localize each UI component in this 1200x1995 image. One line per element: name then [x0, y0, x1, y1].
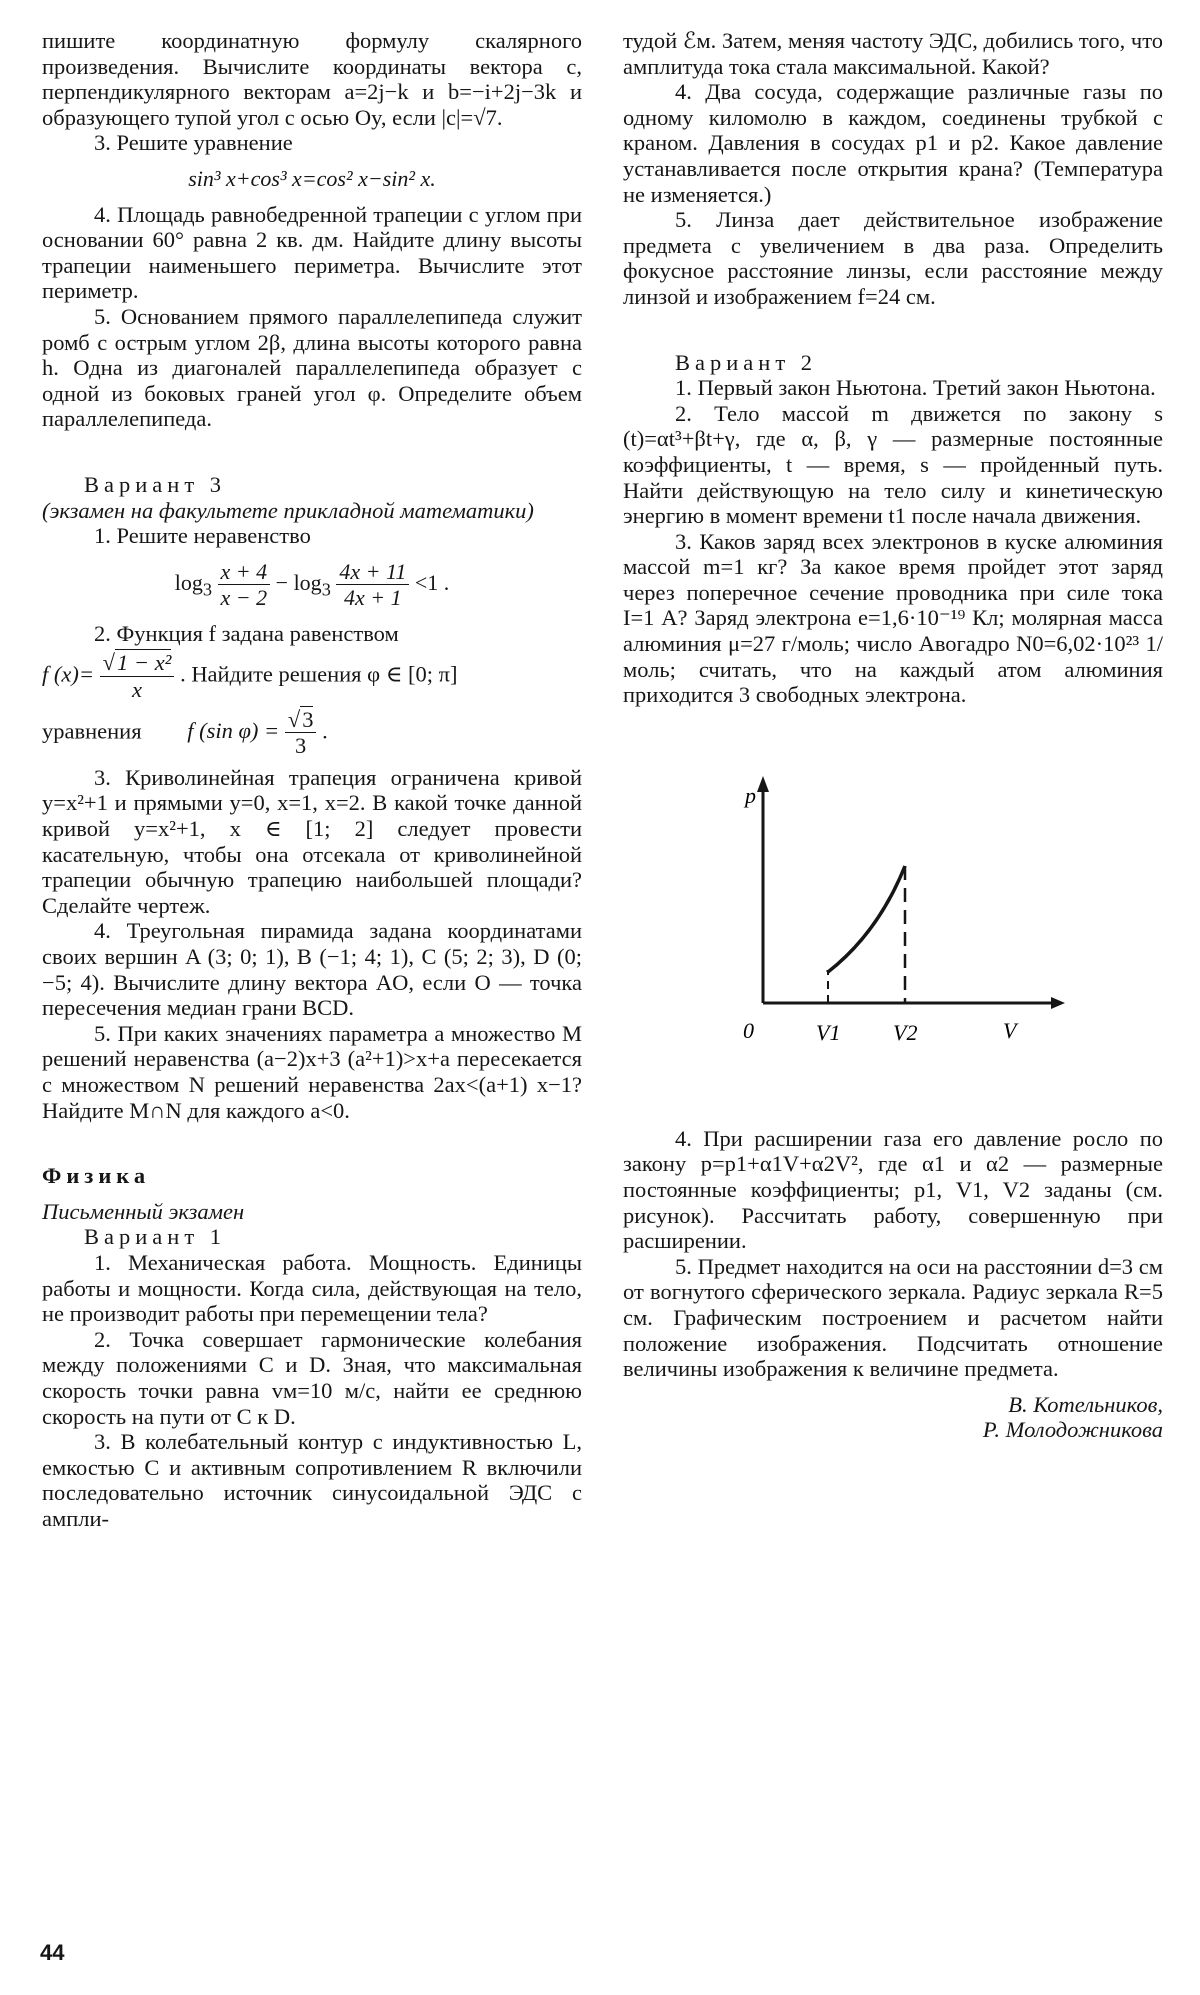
v3-problem-1: 1. Решите неравенство	[94, 523, 311, 549]
math-problem-2-continued: пишите координатную формулу скалярного произведения. Вычислите координаты вектора c, перпендикулярного векторам a=2j−k и b=−i+2j−3k и образующего тупой угол с осью Oy, если |c|=√7.	[42, 28, 582, 130]
p-axis-arrow	[757, 776, 769, 792]
written-exam-heading: Письменный экзамен	[42, 1198, 245, 1224]
variant-2-title: Вариант 2	[675, 349, 818, 375]
variant-3-title: Вариант 3	[84, 471, 227, 497]
v1-label: V1	[816, 1019, 841, 1045]
log-inequality: $\log_3$ $\frac{x + 4}{x - 2}$ − $\log_3$ $\frac{4x + 11}{4x + 1}$ <1 .	[174, 558, 450, 611]
physics-v1-problem-5: 5. Линза дает действительное изображение предмета с увеличением в два раза. Определить фокусное расстояние линзы, если расстояние между линзой и изображением f=24 см.	[623, 207, 1163, 309]
author-1: В. Котельников,	[1008, 1391, 1163, 1417]
pressure-curve	[828, 866, 905, 972]
variant-1-title: Вариант 1	[84, 1224, 227, 1250]
p-axis-label: p	[745, 782, 756, 808]
author-2: Р. Молодожникова	[982, 1417, 1163, 1443]
v3-problem-2: 2. Функция f задана равенством	[94, 620, 399, 646]
v3-problem-5: 5. При каких значениях параметра a множество M решений неравенства (a−2)x+3 (a²+1)>x+a пересекается с множеством N решений неравенства 2ax<(a+1) x−1? Найдите M∩N для каждого a<0.	[42, 1020, 582, 1123]
v3-problem-4: 4. Треугольная пирамида задана координатами своих вершин A (3; 0; 1), B (−1; 4; 1), C (5; 2; 3), D (0; −5; 4). Вычислите длину вектора AO, если O — точка пересечения медиан грани BCD.	[42, 918, 582, 1021]
physics-v1-problem-3: 3. В колебательный контур с индуктивностью L, емкостью C и активным сопротивлением R включили последовательно источник синусоидальной ЭДС с ампли-	[42, 1429, 582, 1531]
physics-v1-problem-4: 4. Два сосуда, содержащие различные газы по одному киломолю в каждом, соединены трубкой с краном. Давления в сосудах p1 и p2. Какое давление устанавливается после открытия крана? (Температура не изменяется.)	[623, 79, 1163, 207]
physics-v1-problem-3-continued: тудой ℰм. Затем, меняя частоту ЭДС, добились того, что амплитуда тока стала максимальной. Какой?	[623, 28, 1163, 79]
variant-3-note: (экзамен на факультете прикладной математики)	[42, 497, 534, 523]
origin-label: 0	[743, 1017, 754, 1043]
v-axis-label: V	[1003, 1017, 1017, 1043]
physics-v2-problem-4: 4. При расширении газа его давление росло по закону p=p1+α1V+α2V², где α1 и α2 — размерные постоянные коэффициенты; p1, V1, V2 заданы (см. рисунок). Рассчитать работу, совершенную при расширении.	[623, 1125, 1163, 1254]
v2-label: V2	[893, 1019, 918, 1045]
physics-v2-problem-3: 3. Каков заряд всех электронов в куске алюминия массой m=1 кг? За какое время пройдет этот заряд через поперечное сечение проводника при силе тока I=1 А? Заряд электрона e=1,6·10⁻¹⁹ Кл; молярная масса алюминия μ=27 г/моль; число Авогадро N0=6,02·10²³ 1/моль; считать, что на каждый атом алюминия приходится 3 свободных электрона.	[623, 528, 1163, 708]
v-axis-arrow	[1051, 997, 1065, 1009]
physics-v2-problem-2: 2. Тело массой m движется по закону s (t)=αt³+βt+γ, где α, β, γ — размерные постоянные коэффициенты, t — время, s — пройденный путь. Найти действующую на тело силу и кинетическую энергию в момент времени t1 после начала движения.	[623, 400, 1163, 529]
math-problem-3: 3. Решите уравнение	[94, 130, 293, 156]
function-equation: уравнения f (sin φ) = $\frac{√3}{3}$ .	[42, 706, 328, 759]
right-column	[623, 28, 1163, 1443]
math-problem-4: 4. Площадь равнобедренной трапеции с углом при основании 60° равна 2 кв. дм. Найдите длину высоты трапеции наименьшего периметра. Вычислите этот периметр.	[42, 201, 582, 304]
page-number: 44	[40, 1940, 65, 1965]
physics-heading: Физика	[42, 1163, 151, 1189]
math-problem-5: 5. Основанием прямого параллелепипеда служит ромб с острым углом 2β, длина высоты которого равна h. Одна из диагоналей параллелепипеда образует с одной из боковых граней угол φ. Определите объем параллелепипеда.	[42, 303, 582, 432]
physics-v1-problem-1: 1. Механическая работа. Мощность. Единицы работы и мощности. Когда сила, действующая на тело, не производит работы при перемещении тела?	[42, 1249, 582, 1327]
v3-problem-3: 3. Криволинейная трапеция ограничена кривой y=x²+1 и прямыми y=0, x=1, x=2. В какой точке данной кривой y=x²+1, x ∈ [1; 2] следует провести касательную, чтобы она отсекала от криволинейной трапеции обычную трапецию наибольшей площади? Сделайте чертеж.	[42, 764, 582, 918]
function-definition: f (x)= $\frac{\text{√1 − x²}}{x}$ . Найдите решения φ ∈ [0; π]	[42, 650, 458, 703]
pressure-volume-graph	[703, 768, 1083, 1068]
left-column	[42, 28, 582, 1531]
trig-equation: sin³ x+cos³ x=cos² x−sin² x.	[188, 165, 436, 191]
physics-v1-problem-2: 2. Точка совершает гармонические колебания между положениями C и D. Зная, что максимальная скорость точки равна vм=10 м/с, найти ее среднюю скорость на пути от C к D.	[42, 1326, 582, 1429]
physics-v2-problem-1: 1. Первый закон Ньютона. Третий закон Ньютона.	[675, 375, 1156, 401]
physics-v2-problem-5: 5. Предмет находится на оси на расстоянии d=3 см от вогнутого сферического зеркала. Радиус зеркала R=5 см. Графическим построением и расчетом найти положение изображения. Подсчитать отношение величины изображения к величине предмета.	[623, 1253, 1163, 1382]
